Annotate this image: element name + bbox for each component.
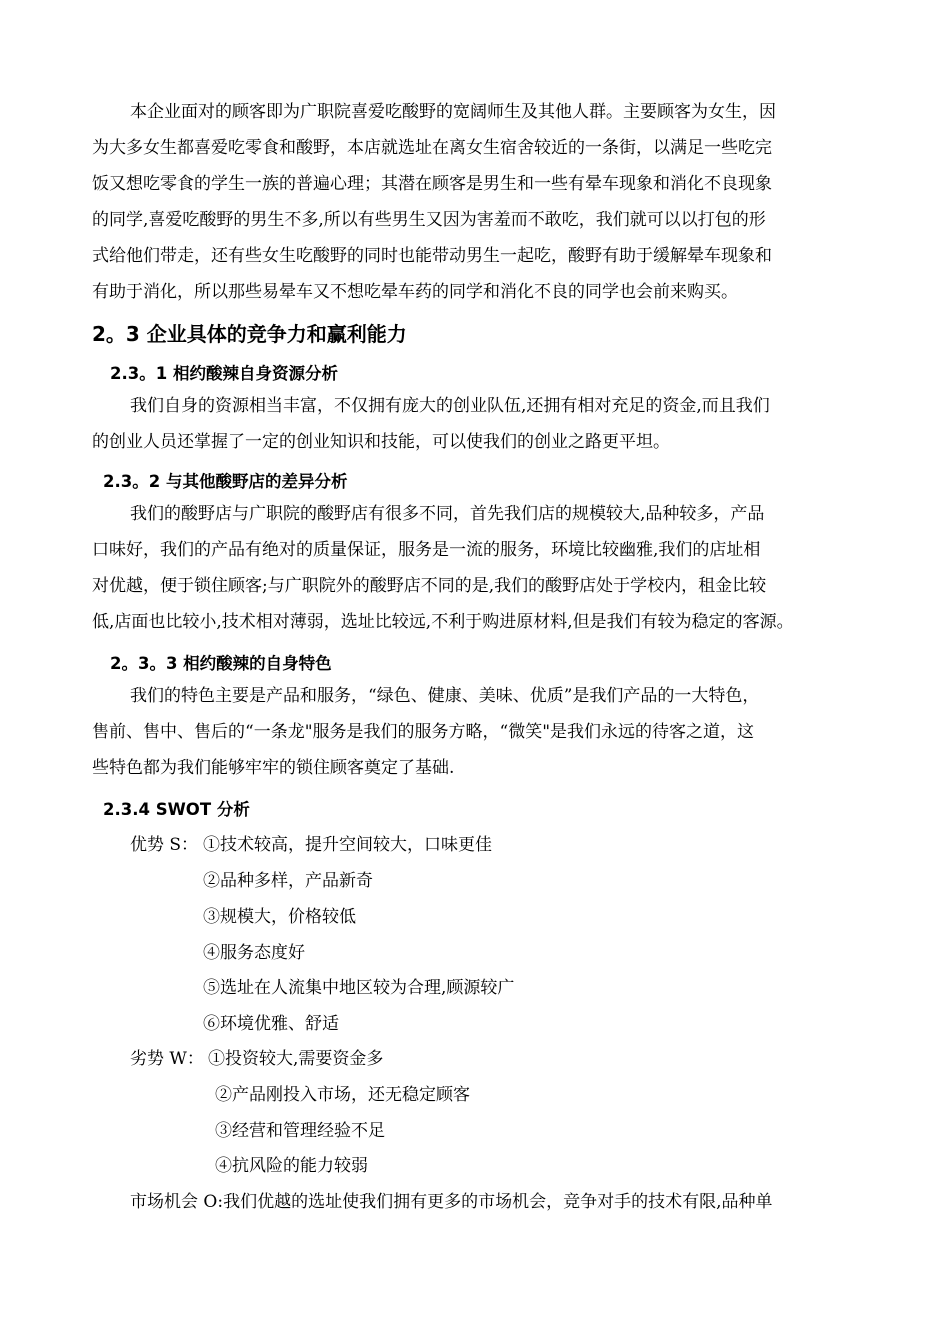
- section-heading-2-3: 2。3 企业具体的竞争力和赢利能力: [92, 322, 407, 346]
- subsection-2-3-1-paragraph: [92, 388, 860, 460]
- intro-paragraph: [92, 94, 860, 310]
- strength-item: ⑥环境优雅、舒适: [203, 1014, 339, 1034]
- subsection-heading-2-3-2: 2.3。2 与其他酸野店的差异分析: [103, 472, 348, 491]
- strength-item: ④服务态度好: [203, 943, 305, 963]
- subsection-2-3-2-paragraph: [92, 496, 860, 640]
- subsection-heading-2-3-3: 2。3。3 相约酸辣的自身特色: [110, 654, 332, 673]
- paragraph-line: 的创业人员还掌握了一定的创业知识和技能，可以使我们的创业之路更平坦。: [92, 432, 670, 452]
- intro-line: 饭又想吃零食的学生一族的普遍心理；其潜在顾客是男生和一些有晕车现象和消化不良现象: [92, 174, 772, 194]
- weakness-item: ①投资较大,需要资金多: [208, 1049, 384, 1069]
- intro-line: 的同学,喜爱吃酸野的男生不多,所以有些男生又因为害羞而不敢吃，我们就可以以打包的形: [92, 210, 766, 230]
- intro-line: 为大多女生都喜爱吃零食和酸野，本店就选址在离女生宿舍较近的一条街，以满足一些吃完: [92, 138, 772, 158]
- weakness-item: ③经营和管理经验不足: [215, 1121, 385, 1141]
- intro-line: 式给他们带走，还有些女生吃酸野的同时也能带动男生一起吃，酸野有助于缓解晕车现象和: [92, 246, 772, 266]
- subsection-heading-2-3-4: 2.3.4 SWOT 分析: [103, 800, 250, 819]
- weaknesses-label: 劣势 W：: [130, 1049, 204, 1069]
- paragraph-line: 口味好，我们的产品有绝对的质量保证，服务是一流的服务，环境比较幽雅,我们的店址相: [92, 540, 761, 560]
- strengths-label: 优势 S：: [130, 835, 199, 855]
- paragraph-line: 售前、售中、售后的“一条龙"服务是我们的服务方略，“微笑"是我们永远的待客之道，这: [92, 722, 755, 742]
- subsection-2-3-3-paragraph: [92, 678, 860, 786]
- paragraph-line: 我们自身的资源相当丰富，不仅拥有庞大的创业队伍,还拥有相对充足的资金,而且我们: [130, 396, 770, 416]
- strength-item: ①技术较高，提升空间较大，口味更佳: [203, 835, 492, 855]
- paragraph-line: 低,店面也比较小,技术相对薄弱，选址比较远,不利于购进原材料,但是我们有较为稳定的客源。: [92, 612, 794, 632]
- paragraph-line: 些特色都为我们能够牢牢的锁住顾客奠定了基础.: [92, 758, 455, 778]
- intro-line: 有助于消化，所以那些易晕车又不想吃晕车药的同学和消化不良的同学也会前来购买。: [92, 282, 738, 302]
- weakness-item: ④抗风险的能力较弱: [215, 1156, 368, 1176]
- weakness-item: ②产品刚投入市场，还无稳定顾客: [215, 1085, 470, 1105]
- paragraph-line: 我们的酸野店与广职院的酸野店有很多不同，首先我们店的规模较大,品种较多，产品: [130, 504, 765, 524]
- paragraph-line: 我们的特色主要是产品和服务，“绿色、健康、美味、优质”是我们产品的一大特色，: [130, 686, 760, 706]
- paragraph-line: 对优越，便于锁住顾客;与广职院外的酸野店不同的是,我们的酸野店处于学校内，租金比较: [92, 576, 767, 596]
- strength-item: ⑤选址在人流集中地区较为合理,顾源较广: [203, 978, 515, 998]
- intro-line: 本企业面对的顾客即为广职院喜爱吃酸野的宽阔师生及其他人群。主要顾客为女生，因: [130, 102, 776, 122]
- strength-item: ②品种多样，产品新奇: [203, 871, 373, 891]
- subsection-heading-2-3-1: 2.3。1 相约酸辣自身资源分析: [110, 364, 338, 383]
- opportunity-line: 市场机会 O:我们优越的选址使我们拥有更多的市场机会，竞争对手的技术有限,品种单: [130, 1192, 773, 1212]
- strength-item: ③规模大，价格较低: [203, 907, 356, 927]
